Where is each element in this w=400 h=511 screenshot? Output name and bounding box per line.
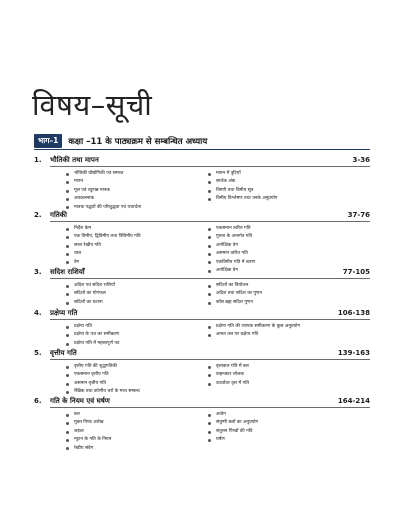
topic-label: न्यूटन के गति के नियम <box>74 437 112 443</box>
chapter-entry[interactable] <box>34 348 370 395</box>
topic-label: बल <box>74 412 80 417</box>
chapter-title: प्रक्षेप्य गति <box>50 309 78 317</box>
bullet-icon <box>208 253 211 256</box>
topic-label: निर्देश फ्रेम <box>74 226 92 231</box>
chapter-title: सदिश राशियाँ <box>50 268 85 276</box>
chapter-number: 4. <box>34 309 42 317</box>
topic-item <box>208 242 370 250</box>
chapter-heading <box>34 155 370 166</box>
chapter-divider <box>50 359 370 360</box>
topic-label: वृत्तीय गति की शुद्धगतिकी <box>74 364 117 369</box>
bullet-icon <box>66 431 69 434</box>
topic-item <box>208 299 370 307</box>
topic-item <box>66 340 206 348</box>
topic-label: संयुग्मी बलों का अनुप्रयोग <box>216 420 259 426</box>
topic-item <box>208 225 370 233</box>
topic-item <box>208 363 370 371</box>
topic-label: मुक्त पिण्ड आरेख <box>74 420 104 426</box>
topic-label: वृत्ताकार गति में बल <box>216 364 249 369</box>
bullet-icon <box>208 383 211 386</box>
chapter-divider <box>50 407 370 408</box>
topic-label: आपेक्षिक वेग <box>216 267 238 273</box>
topic-item <box>208 380 370 388</box>
bullet-icon <box>66 198 69 201</box>
topic-item <box>208 170 370 178</box>
topic-label: एक विमीय, द्विविमीय तथा त्रिविमीय गति <box>74 234 141 240</box>
topic-label: वाहनकार लोलक <box>216 372 244 378</box>
topic-label: एकविमीय गति में त्वरण <box>216 259 255 265</box>
topic-label: मापन <box>74 179 84 185</box>
topic-label: घर्षण <box>216 437 225 443</box>
bullet-icon <box>208 334 211 337</box>
bullet-icon <box>208 173 211 176</box>
chapter-title: वृत्तीय गति <box>50 349 77 357</box>
bullet-icon <box>66 261 69 264</box>
topic-item <box>66 187 206 195</box>
bullet-icon <box>66 447 69 450</box>
bullet-icon <box>66 206 69 209</box>
topic-label: आपेक्षिक वेग <box>216 242 238 248</box>
topic-label: वेग <box>74 259 80 265</box>
chapter-pages: 77-105 <box>342 268 370 276</box>
chapter-title: गतिकी <box>50 211 67 219</box>
bullet-icon <box>66 228 69 231</box>
chapter-title: भौतिकी तथा मापन <box>50 156 99 164</box>
topic-item <box>66 323 206 331</box>
bullet-icon <box>66 181 69 184</box>
chapter-number: 2. <box>34 211 42 219</box>
bullet-icon <box>66 422 69 425</box>
topic-label: आनत तल पर प्रक्षेप्य गति <box>216 332 259 338</box>
bullet-icon <box>66 293 69 296</box>
topic-item <box>208 411 370 419</box>
topic-label: प्रक्षेप्य गति की व्यापक समीकरण के कुछ अनुप्रयोग <box>216 324 301 329</box>
topic-label: मूल एवं व्युत्पन्न मात्रक <box>74 187 110 193</box>
bullet-icon <box>66 285 69 288</box>
topic-item <box>208 428 370 436</box>
part-badge: भाग–1 <box>34 134 62 148</box>
topic-label: असमान त्वरित गति <box>216 251 248 257</box>
topic-column-left <box>66 411 206 453</box>
bullet-icon <box>66 334 69 337</box>
chapter-entry[interactable] <box>34 308 370 346</box>
part-divider <box>34 149 370 150</box>
topic-item <box>66 290 206 298</box>
bullet-icon <box>66 190 69 193</box>
topic-column-left <box>66 225 206 267</box>
topic-item <box>66 242 206 250</box>
chapter-number: 5. <box>34 349 42 357</box>
topic-item <box>66 282 206 290</box>
topic-column-left <box>66 282 206 307</box>
topic-column-left <box>66 363 206 397</box>
topic-label: रेखिक तथा कोणीय चरों के मध्य सम्बन्ध <box>74 389 140 395</box>
bullet-icon <box>208 302 211 305</box>
topic-item <box>208 250 370 258</box>
topic-column-right <box>208 282 370 307</box>
topic-label: प्रक्षेप्य गति में महत्त्वपूर्ण पद <box>74 340 120 346</box>
bullet-icon <box>66 366 69 369</box>
bullet-icon <box>208 261 211 264</box>
chapter-pages: 164-214 <box>337 397 370 405</box>
topic-column-right <box>208 411 370 445</box>
topic-item <box>66 363 206 371</box>
topic-label: सदिशों का योगफल <box>74 291 106 297</box>
topic-item <box>66 233 206 241</box>
chapter-entry[interactable] <box>34 396 370 451</box>
topic-item <box>208 178 370 186</box>
bullet-icon <box>66 391 69 394</box>
bullet-icon <box>66 173 69 176</box>
bullet-icon <box>208 285 211 288</box>
topic-item <box>66 195 206 203</box>
chapter-heading <box>34 396 370 407</box>
topic-label: एकसमान त्वरित गति <box>216 226 251 231</box>
chapter-divider <box>50 319 370 320</box>
chapter-pages: 37-76 <box>347 211 370 219</box>
bullet-icon <box>208 293 211 296</box>
topic-label: अवकलनांक <box>74 196 94 202</box>
topic-item <box>66 419 206 427</box>
bullet-icon <box>208 228 211 231</box>
topic-item <box>66 170 206 178</box>
bullet-icon <box>66 253 69 256</box>
chapter-heading <box>34 308 370 319</box>
chapter-entry[interactable] <box>34 267 370 305</box>
bullet-icon <box>208 198 211 201</box>
topic-column-left <box>66 170 206 212</box>
topic-label: भौतिकी प्रौद्योगिकी एवं समाज <box>74 171 124 176</box>
topic-item <box>208 371 370 379</box>
bullet-icon <box>66 439 69 442</box>
topic-label: सदिशों का घटाना <box>74 299 103 305</box>
chapter-number: 3. <box>34 268 42 276</box>
chapter-entry[interactable] <box>34 155 370 210</box>
topic-column-right <box>208 170 370 204</box>
topic-label: अदिश एवं सदिश राशियाँ <box>74 283 115 288</box>
chapter-heading <box>34 267 370 278</box>
topic-label: विमीय विश्लेषण तथा उनके अनुप्रयोग <box>216 196 278 202</box>
bullet-icon <box>66 245 69 248</box>
part-title: कक्षा –11 के पाठ्यक्रम से सम्बन्धित अध्याय <box>68 136 208 147</box>
chapter-number: 1. <box>34 156 42 164</box>
topic-item <box>66 371 206 379</box>
bullet-icon <box>208 439 211 442</box>
bullet-icon <box>66 302 69 305</box>
chapter-heading <box>34 348 370 359</box>
topic-label: मात्रक पद्धतों की परिशुद्धता एवं यथार्थता <box>74 204 142 210</box>
bullet-icon <box>208 414 211 417</box>
part-heading <box>34 134 370 148</box>
bullet-icon <box>66 414 69 417</box>
topic-label: आवेग <box>216 412 226 417</box>
topic-item <box>208 187 370 195</box>
bullet-icon <box>66 326 69 329</box>
chapter-pages: 139-163 <box>337 349 370 357</box>
topic-item <box>208 331 370 339</box>
chapter-divider <box>50 278 370 279</box>
bullet-icon <box>66 383 69 386</box>
topic-label: एकसमान वृत्तीय गति <box>74 372 109 378</box>
topic-item <box>66 428 206 436</box>
topic-label: संतुलन पिण्डों की गति <box>216 428 253 434</box>
bullet-icon <box>208 245 211 248</box>
topic-label: सार्थक अंक <box>216 179 236 185</box>
bullet-icon <box>208 326 211 329</box>
bullet-icon <box>208 366 211 369</box>
topic-label: असमान वृत्तीय गति <box>74 380 106 386</box>
bullet-icon <box>208 236 211 239</box>
topic-column-right <box>208 363 370 388</box>
topic-label: सरल रेखीय गति <box>74 242 101 248</box>
chapter-divider <box>50 221 370 222</box>
topic-item <box>66 445 206 453</box>
topic-item <box>208 436 370 444</box>
topic-item <box>66 178 206 186</box>
topic-label: रेखीय संवेग <box>74 445 94 451</box>
topic-item <box>208 419 370 427</box>
topic-item <box>66 380 206 388</box>
page-title: विषय–सूची <box>32 88 153 122</box>
bullet-icon <box>66 343 69 346</box>
topic-label: चाल <box>74 251 82 257</box>
topic-label: सदिशों का वियोजन <box>216 283 249 288</box>
chapter-number: 6. <box>34 397 42 405</box>
topic-item <box>208 195 370 203</box>
topic-label: विमाएँ तथा विमीय सूत्र <box>216 187 254 193</box>
topic-item <box>208 259 370 267</box>
topic-item <box>208 282 370 290</box>
bullet-icon <box>66 236 69 239</box>
topic-label: गुरुत्व के अन्तर्गत गति <box>216 234 253 240</box>
topic-column-left <box>66 323 206 348</box>
bullet-icon <box>208 422 211 425</box>
topic-item <box>66 299 206 307</box>
bullet-icon <box>208 431 211 434</box>
topic-label: प्रक्षेप्य गति <box>74 324 92 329</box>
chapter-title: गति के नियम एवं घर्षण <box>50 397 110 405</box>
bullet-icon <box>208 181 211 184</box>
chapter-pages: 106-138 <box>337 309 370 317</box>
topic-item <box>66 436 206 444</box>
topic-label: मापन में त्रुटियाँ <box>216 171 241 176</box>
topic-label: अदिश तथा सदिश का गुणन <box>216 291 262 297</box>
topic-item <box>208 233 370 241</box>
topic-label: कॉस ब्रह्म सदिश गुणन <box>216 299 253 305</box>
chapter-divider <box>50 166 370 167</box>
topic-item <box>208 290 370 298</box>
chapter-pages: 3-36 <box>352 156 370 164</box>
topic-item <box>208 323 370 331</box>
bullet-icon <box>66 374 69 377</box>
topic-item <box>66 225 206 233</box>
topic-item <box>66 250 206 258</box>
topic-item <box>66 259 206 267</box>
chapter-heading <box>34 210 370 221</box>
bullet-icon <box>208 374 211 377</box>
topic-label: ऊर्ध्वाधर वृत्त में गति <box>216 380 250 386</box>
bullet-icon <box>208 190 211 193</box>
topic-label: प्रक्षेप्य के पथ का समीकरण <box>74 332 120 338</box>
topic-label: जड़त्व <box>74 428 84 434</box>
topic-column-right <box>208 323 370 340</box>
topic-item <box>66 331 206 339</box>
topic-item <box>66 411 206 419</box>
